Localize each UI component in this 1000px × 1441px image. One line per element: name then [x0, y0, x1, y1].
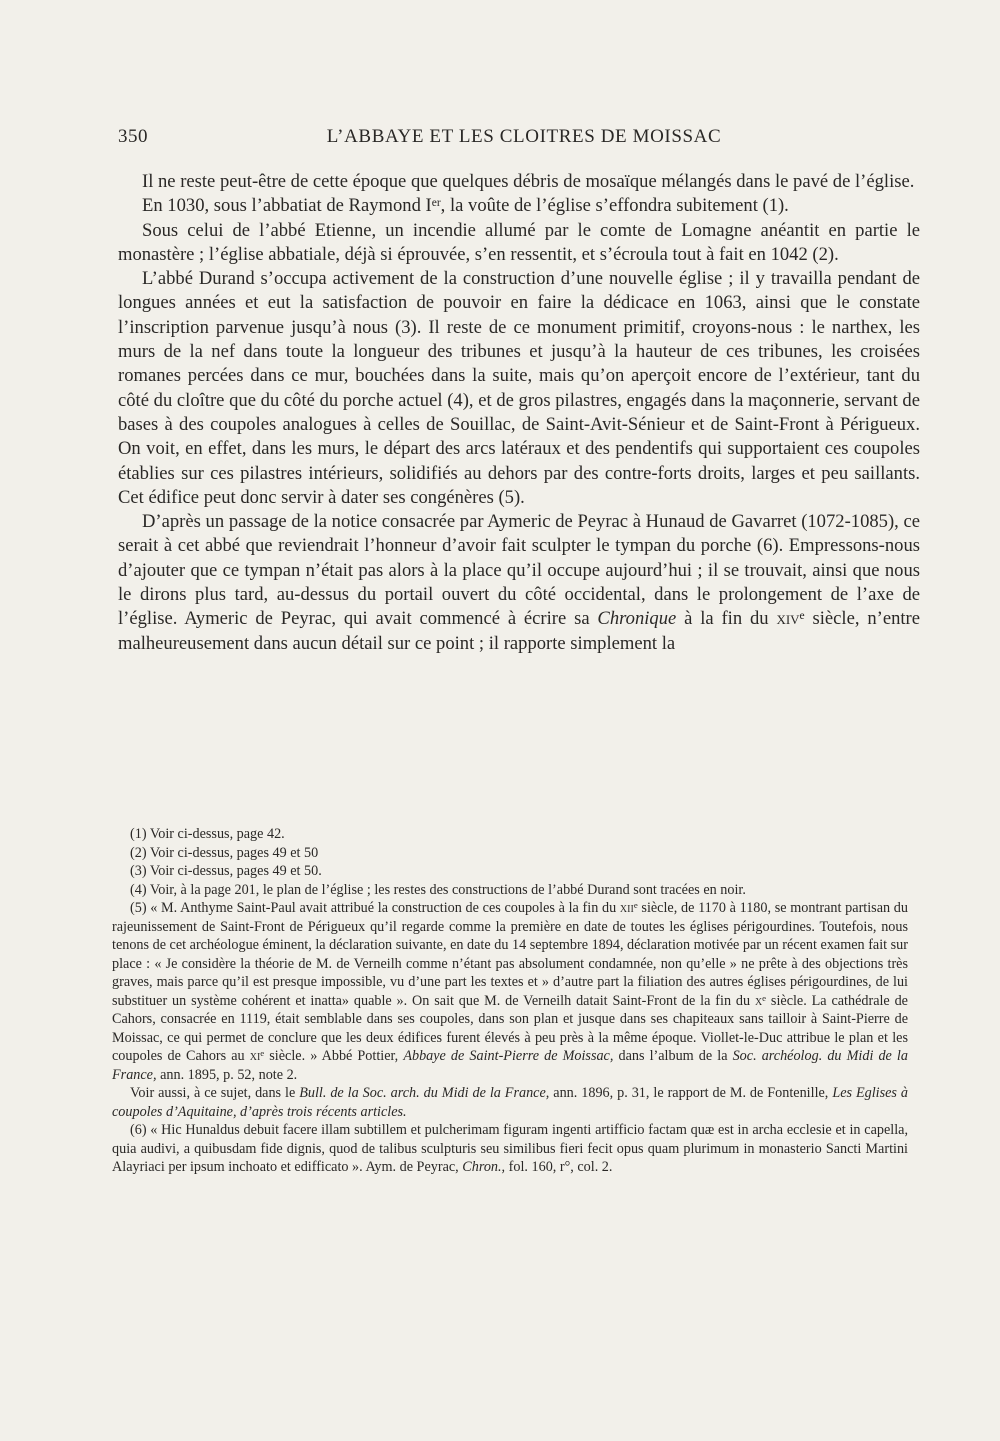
- footnote: (2) Voir ci-dessus, pages 49 et 50: [130, 844, 319, 861]
- main-text: [118, 170, 920, 656]
- page-header: [118, 126, 890, 156]
- paragraph: D’après un passage de la notice consacrée par Aymeric de Peyrac à Hunaud de Gavarret (1072-1085), ce serait à cet abbé que reviendrait l’honneur d’avoir fait sculpter le tympan du porche (6). Empressons-nous d’ajouter que ce tympan n’était pas alors à la place qu’il occupe aujourd’hui ; il se trouvait, ainsi que nous le dirons plus tard, au-dessus du portail ouvert du côté occidental, dans le prolongement de l’axe de l’église. Aymeric de Peyrac, qui avait commencé à écrire sa Chronique à la fin du xiv$^e$ siècle, n’entre malheureusement dans aucun détail sur ce point ; il rapporte simplement la: [118, 511, 920, 654]
- paragraph: Sous celui de l’abbé Etienne, un incendie allumé par le comte de Lomagne anéantit en partie le monastère ; l’église abbatiale, déjà si éprouvée, s’en ressentit, et s’écroula tout à fait en 1042 (2).: [118, 219, 920, 265]
- footnote: Voir aussi, à ce sujet, dans le Bull. de la Soc. arch. du Midi de la France, ann. 1896, p. 31, le rapport de M. de Fontenille, Les Eglises à coupoles d’Aquitaine, d’après trois récents articles.: [112, 1085, 908, 1120]
- footnote: (4) Voir, à la page 201, le plan de l’église ; les restes des constructions de l’abbé Durand sont tracées en noir.: [130, 881, 746, 898]
- footnote: (3) Voir ci-dessus, pages 49 et 50.: [130, 863, 322, 879]
- paragraph: L’abbé Durand s’occupa activement de la construction d’une nouvelle église ; il y travailla pendant de longues années et eut la satisfaction de pouvoir en faire la dédicace en 1063, ainsi que le constate l’inscription parvenue jusqu’à nous (3). Il reste de ce monument primitif, croyons-nous : le narthex, les murs de la nef dans toute la longueur des tribunes et jusqu’à la hauteur de ces tribunes, les croisées romanes percées dans ce mur, bouchées dans la suite, mais qu’on aperçoit encore de l’extérieur, tant du côté du cloître que du côté du porche actuel (4), et de gros pilastres, engagés dans la maçonnerie, servant de bases à des coupoles analogues à celles de Souillac, de Saint-Avit-Sénieur et de Saint-Front à Périgueux. On voit, en effet, dans les murs, le départ des arcs latéraux et des pendentifs qui supportaient ces coupoles établies sur ces pilastres intérieurs, solidifiés au dehors par des contre-forts droits, larges et peu saillants. Cet édifice peut donc servir à dater ses congénères (5).: [118, 268, 920, 508]
- running-title: L’ABBAYE ET LES CLOITRES DE MOISSAC: [326, 126, 722, 147]
- footnote: (6) « Hic Hunaldus debuit facere illam subtillem et pulcherimam figuram ingenti artifficio factam quæ est in archa ecclesie et in capella, quia audivi, a quibusdam fide dignis, quod de talibus sculpturis seu similibus fieri fecit opus quam plurimum in monasterio Sancti Martini Alayriaci per ipsum inchoato et edifficato ». Aym. de Peyrac, Chron., fol. 160, r°, col. 2.: [112, 1122, 908, 1175]
- paragraph: Il ne reste peut-être de cette époque que quelques débris de mosaïque mélangés dans le pavé de l’église.: [142, 171, 915, 192]
- footnotes: [112, 825, 908, 1177]
- paragraph: En 1030, sous l’abbatiat de Raymond Ier, la voûte de l’église s’effondra subitement (1).: [142, 195, 789, 217]
- footnote: (1) Voir ci-dessus, page 42.: [130, 826, 285, 842]
- page-number: 350: [118, 126, 148, 147]
- footnote: (5) « M. Anthyme Saint-Paul avait attribué la construction de ces coupoles à la fin du xii$^e$ siècle, de 1170 à 1180, se montrant partisan du rajeunissement de Saint-Front de Périgueux qu’il regarde comme la première en date de toutes les églises périgourdines. Toutefois, nous tenons de cet archéologue éminent, la déclaration suivante, en date du 14 septembre 1894, déclaration motivée par un récent examen fait sur place : « Je considère la théorie de M. de Verneilh comme n’étant pas absolument condamnée, non qu’elle » ne prête à des objections très graves, mais parce qu’il est presque impossible, vu d’une part les textes et » d’autre part la filiation des autres églises périgourdines, de lui substituer un système cohérent et inatta» quable ». On sait que M. de Verneilh datait Saint-Front de la fin du $x^e$ siècle. La cathédrale de Cahors, consacrée en 1119, était semblable dans ses coupoles, dans son plan et jusque dans ses chapiteaux sans tailloir à Saint-Pierre de Moissac, ce qui permet de conclure que les deux édifices furent élevés à peu près à la même époque. Viollet-le-Duc attribue le plan et les coupoles de Cahors au $xi^e$ siècle. » Abbé Pottier, Abbaye de Saint-Pierre de Moissac, dans l’album de la Soc. archéolog. du Midi de la France, ann. 1895, p. 52, note 2.: [112, 900, 908, 1083]
